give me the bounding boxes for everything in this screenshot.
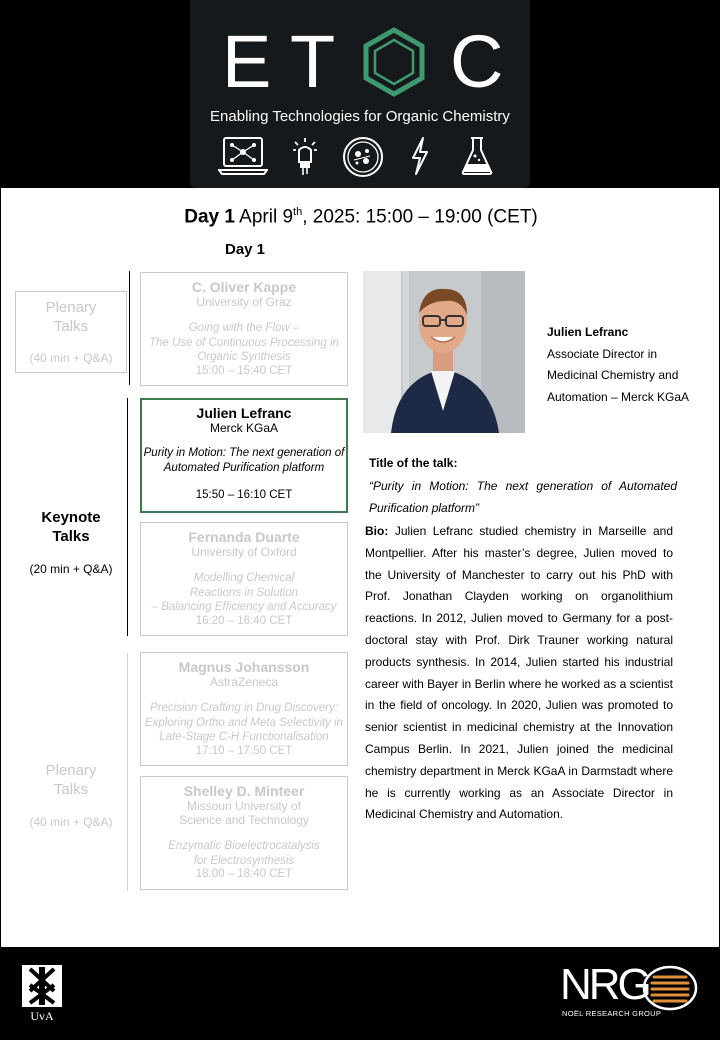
talk-speaker-name: Magnus Johansson	[178, 659, 310, 675]
talk-affiliation: Merck KGaA	[209, 421, 278, 435]
petri-dish-icon	[342, 136, 384, 178]
nrg-subtitle: NOËL RESEARCH GROUP	[562, 1009, 662, 1018]
day-label: Day 1	[184, 206, 235, 228]
speaker-role-line: Medicinal Chemistry and	[547, 368, 679, 382]
date-prefix: April 9	[234, 206, 294, 228]
talk-title	[141, 839, 347, 868]
flask-icon	[460, 136, 494, 176]
talk-affiliation	[141, 799, 347, 827]
talk-speaker-name: Shelley D. Minteer	[183, 783, 305, 799]
talk-card-kappe[interactable]	[140, 272, 348, 386]
talk-title-line: Late-Stage C-H Functionalisation	[159, 731, 329, 743]
plenary-bottom-duration: (40 min + Q&A)	[29, 815, 113, 829]
talk-affiliation-line: Missouri University of	[186, 799, 302, 813]
talk-card-minteer[interactable]	[140, 776, 348, 890]
uva-crest-icon	[22, 965, 62, 1007]
talk-title-text: “Purity in Motion: The next generation of Automated Purification platform”	[369, 479, 677, 515]
talk-title-line: Organic Synthesis	[197, 351, 291, 363]
talk-title-line: – Balancing Efficiency and Accuracy	[151, 601, 337, 613]
bio-label: Bio:	[365, 524, 389, 538]
keynote-label-line1: Keynote	[41, 509, 101, 526]
plenary-top-label-line2: Talks	[53, 318, 89, 335]
logo-letter-t: T	[290, 20, 336, 103]
talk-card-lefranc[interactable]	[140, 398, 348, 513]
hexagon-icon	[362, 26, 426, 98]
talk-affiliation: University of Graz	[196, 295, 292, 309]
speaker-photo	[363, 271, 525, 433]
etoc-logo	[190, 0, 530, 188]
talk-title-line: Modelling Chemical	[193, 572, 295, 584]
logo-letter-e: E	[222, 20, 272, 103]
header-bar	[0, 0, 720, 188]
logo-tagline: Enabling Technologies for Organic Chemistry	[210, 108, 510, 125]
talk-affiliation: University of Oxford	[191, 545, 297, 559]
speaker-name: Julien Lefranc	[547, 325, 629, 339]
keynote-label-line2: Talks	[52, 528, 90, 545]
footer-bar	[0, 947, 720, 1040]
talk-time: 18:00 – 18:40 CET	[195, 868, 293, 880]
talk-speaker-name: Julien Lefranc	[196, 405, 292, 421]
plenary-bottom-label-line1: Plenary	[45, 762, 97, 779]
talk-title-line: for Electrosynthesis	[193, 854, 295, 867]
plenary-bottom-divider	[127, 653, 128, 891]
date-suffix-sup: th	[293, 206, 303, 218]
laptop-network-icon	[218, 136, 268, 176]
talk-card-duarte[interactable]	[140, 522, 348, 636]
plenary-bottom-label-line2: Talks	[53, 781, 89, 798]
speaker-portrait-icon	[363, 271, 525, 433]
light-bulb-icon	[292, 136, 318, 176]
plenary-top-divider	[129, 271, 130, 385]
schedule-page	[0, 188, 720, 947]
talk-title-label: Title of the talk:	[369, 456, 458, 470]
talk-title	[141, 321, 347, 365]
coil-reactor-icon	[640, 965, 698, 1011]
talk-title-line: Reactions in Solution	[189, 586, 299, 599]
plenary-top-label	[15, 298, 127, 336]
talk-affiliation-line: Science and Technology	[179, 813, 309, 827]
speaker-role-line: Automation – Merck KGaA	[547, 389, 690, 404]
plenary-top-duration: (40 min + Q&A)	[29, 351, 113, 365]
keynote-duration: (20 min + Q&A)	[29, 562, 113, 576]
talk-title-line: Going with the Flow –	[188, 322, 300, 334]
logo-icon-row	[214, 136, 506, 178]
logo-wordmark	[190, 22, 530, 102]
schedule-subheading: Day 1	[225, 241, 266, 258]
logo-letter-c: C	[450, 20, 504, 103]
talk-title-line: Purity in Motion: The next generation of	[143, 447, 345, 459]
keynote-divider	[127, 398, 128, 636]
talk-title-line: Automated Purification platform	[163, 461, 325, 474]
talk-time: 17:10 – 17:50 CET	[195, 744, 293, 757]
nrg-wordmark: NRG	[560, 960, 649, 1009]
talk-title	[142, 446, 346, 475]
date-range: , 2025: 15:00 – 19:00 (CET)	[302, 206, 538, 228]
talk-speaker-name: Fernanda Duarte	[188, 529, 300, 545]
talk-time: 15:50 – 16:10 CET	[195, 489, 293, 501]
talk-title	[141, 701, 347, 745]
talk-title-line: Exploring Ortho and Meta Selectivity in	[144, 716, 344, 729]
speaker-role-line: Associate Director in	[547, 346, 658, 361]
bio-text: Julien Lefranc studied chemistry in Marseille and Montpellier. After his master’s degree, Julien moved to the University of Manchester to carry out his PhD with Prof. Jonathan Clayden working on organolithium reactions. In 2012, Julien moved to Germany for a post-doctoral stay with Prof. Dirk Trauner working natural products synthesis. In 2014, Julien started his industrial career with Bayer in Berlin where he worked as a scientist in the field of oncology. In 2020, Julien was promoted to senior scientist in medicinal chemistry at the Innovation Campus Berlin. In 2021, Julien joined the medicinal chemistry department in Merck KGaA in Darmstadt where he is currently working as an Associate Director in Medicinal Chemistry and Automation.	[365, 524, 673, 822]
lightning-icon	[410, 136, 430, 176]
page-title	[1, 206, 720, 228]
talk-speaker-name: C. Oliver Kappe	[191, 279, 297, 295]
talk-affiliation: AstraZeneca	[209, 675, 279, 689]
talk-title-line: Enzymatic Bioelectrocatalysis	[168, 840, 320, 852]
talk-card-johansson[interactable]	[140, 652, 348, 766]
nrg-logo	[560, 961, 700, 1021]
talk-title-line: The Use of Continuous Processing in	[149, 336, 339, 349]
talk-time: 15:00 – 15:40 CET	[195, 364, 293, 377]
speaker-info	[547, 322, 689, 408]
keynote-label	[15, 508, 127, 546]
talk-title	[141, 571, 347, 615]
speaker-bio	[365, 521, 673, 826]
talk-time: 16:20 – 16:40 CET	[195, 614, 293, 627]
plenary-bottom-label	[15, 761, 127, 799]
uva-label: UvA	[30, 1009, 54, 1023]
uva-logo	[22, 965, 62, 1023]
talk-title-line: Precision Crafting in Drug Discovery:	[150, 702, 338, 714]
plenary-top-label-line1: Plenary	[45, 299, 97, 316]
